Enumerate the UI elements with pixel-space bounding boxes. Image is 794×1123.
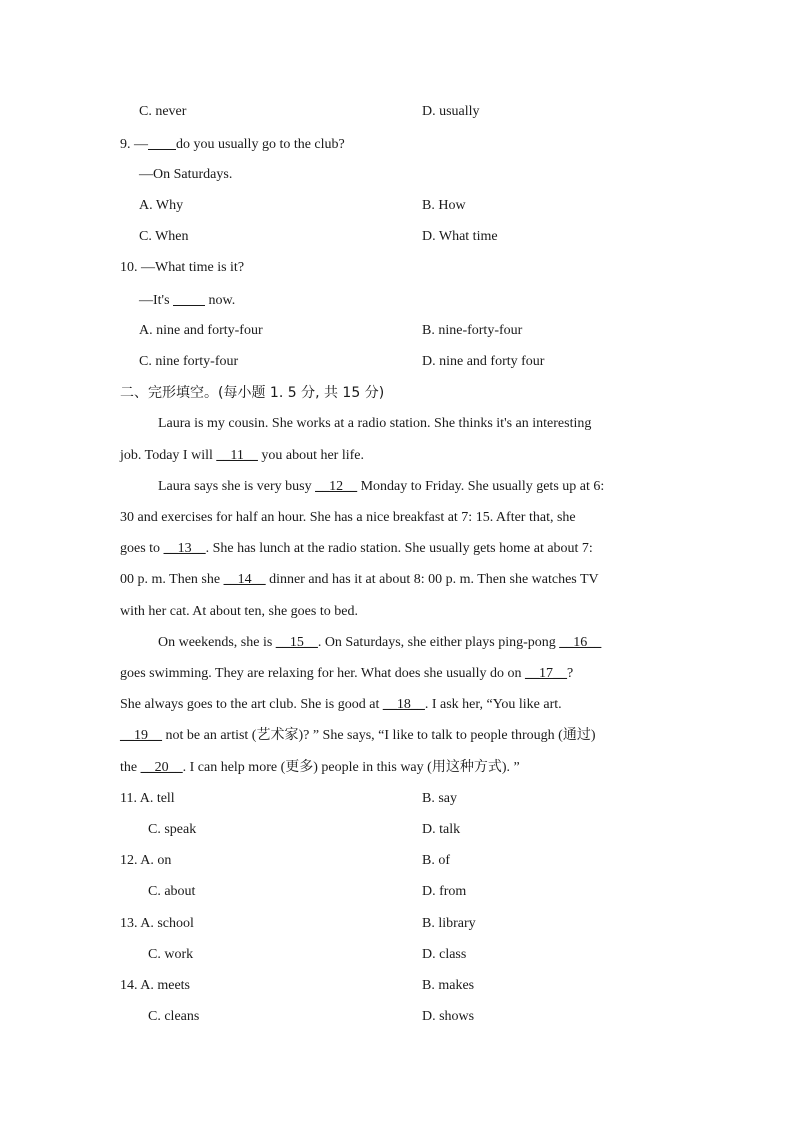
passage-p3-line4	[120, 727, 680, 745]
text-segment: . I ask her, “You like art.	[424, 697, 562, 712]
q9-option-d: D. What time	[422, 229, 498, 244]
blank-20: __20__	[140, 760, 183, 775]
q10-blank	[173, 291, 205, 306]
q14-option-d: D. shows	[422, 1009, 475, 1024]
q11-option-d: D. talk	[422, 822, 461, 837]
text-segment: Monday to Friday. She usually gets up at 6:	[357, 479, 605, 494]
q9-prefix: 9. —	[120, 137, 148, 152]
q13-option-b: B. library	[422, 916, 476, 931]
q10-option-a: A. nine and forty-four	[139, 323, 263, 338]
q12-option-a: 12. A. on	[120, 853, 172, 868]
passage-p2-line5: with her cat. At about ten, she goes to bed.	[120, 604, 358, 619]
blank-14: __14__	[223, 572, 266, 587]
q11-option-b: B. say	[422, 791, 457, 806]
text-segment: goes to	[120, 541, 164, 556]
passage-p2-line1	[120, 478, 718, 496]
passage-p3-line3	[120, 696, 680, 714]
text-segment: On weekends, she is	[158, 635, 276, 650]
text-segment: goes swimming. They are relaxing for her. What does she usually do on	[120, 666, 526, 681]
blank-12: __12__	[315, 479, 358, 494]
blank-15: __15__	[275, 635, 318, 650]
q13-option-a: 13. A. school	[120, 916, 194, 931]
passage-p2-line3	[120, 540, 680, 558]
text-segment: . I can help more (更多) people in this way (用这种方式). ”	[182, 760, 520, 775]
q9-option-c: C. When	[139, 229, 189, 244]
text-segment: . On Saturdays, she either plays ping-pong	[317, 635, 560, 650]
text-segment: job. Today I will	[120, 448, 217, 463]
blank-11: __11__	[216, 448, 258, 463]
question-10: 10. —What time is it?	[120, 260, 245, 275]
blank-17: __17__	[525, 666, 568, 681]
question-9	[120, 135, 345, 154]
q9-blank	[148, 135, 176, 150]
text-segment: dinner and has it at about 8: 00 p. m. Then she watches TV	[265, 572, 599, 587]
text-segment: . She has lunch at the radio station. She usually gets home at about 7:	[205, 541, 593, 556]
option-d-usually: D. usually	[422, 104, 480, 119]
q10-answer	[139, 291, 235, 310]
q14-option-b: B. makes	[422, 978, 475, 993]
q14-option-c: C. cleans	[148, 1009, 200, 1024]
blank-19: __19__	[120, 728, 162, 743]
q9-option-a: A. Why	[139, 198, 184, 213]
q12-option-c: C. about	[148, 884, 196, 899]
text-segment: Laura says she is very busy	[158, 479, 316, 494]
q10-option-b: B. nine-forty-four	[422, 323, 523, 338]
q12-option-b: B. of	[422, 853, 450, 868]
passage-p3-line5	[120, 759, 680, 777]
option-c-never: C. never	[139, 104, 187, 119]
passage-p1-line1: Laura is my cousin. She works at a radio station. She thinks it's an interesting	[158, 416, 592, 431]
passage-p3-line1	[120, 634, 718, 652]
blank-18: __18__	[382, 697, 425, 712]
text-segment: the	[120, 760, 141, 775]
q10-option-c: C. nine forty-four	[139, 354, 239, 369]
q10-answer-prefix: —It's	[139, 293, 174, 308]
passage-p1-line2	[120, 447, 680, 465]
passage-p3-line2	[120, 665, 680, 683]
blank-13: __13__	[163, 541, 206, 556]
q13-option-d: D. class	[422, 947, 467, 962]
q10-option-d: D. nine and forty four	[422, 354, 545, 369]
section-2-title: 二、完形填空。(每小题 1. 5 分, 共 15 分)	[120, 385, 385, 401]
q12-option-d: D. from	[422, 884, 467, 899]
q9-option-b: B. How	[422, 198, 466, 213]
blank-16: __16__	[559, 635, 602, 650]
q11-option-c: C. speak	[148, 822, 197, 837]
text-segment: you about her life.	[257, 448, 364, 463]
passage-p2-line2: 30 and exercises for half an hour. She has a nice breakfast at 7: 15. After that, she	[120, 510, 576, 525]
q9-answer: —On Saturdays.	[139, 167, 233, 182]
q10-answer-suffix: now.	[205, 293, 236, 308]
q14-option-a: 14. A. meets	[120, 978, 190, 993]
q11-option-a: 11. A. tell	[120, 791, 175, 806]
text-segment: 00 p. m. Then she	[120, 572, 224, 587]
text-segment: not be an artist (艺术家)? ” She says, “I like to talk to people through (通过)	[162, 728, 596, 743]
text-segment: She always goes to the art club. She is good at	[120, 697, 383, 712]
q13-option-c: C. work	[148, 947, 194, 962]
passage-p2-line4	[120, 571, 680, 589]
q9-text: do you usually go to the club?	[176, 137, 345, 152]
text-segment: ?	[567, 666, 574, 681]
